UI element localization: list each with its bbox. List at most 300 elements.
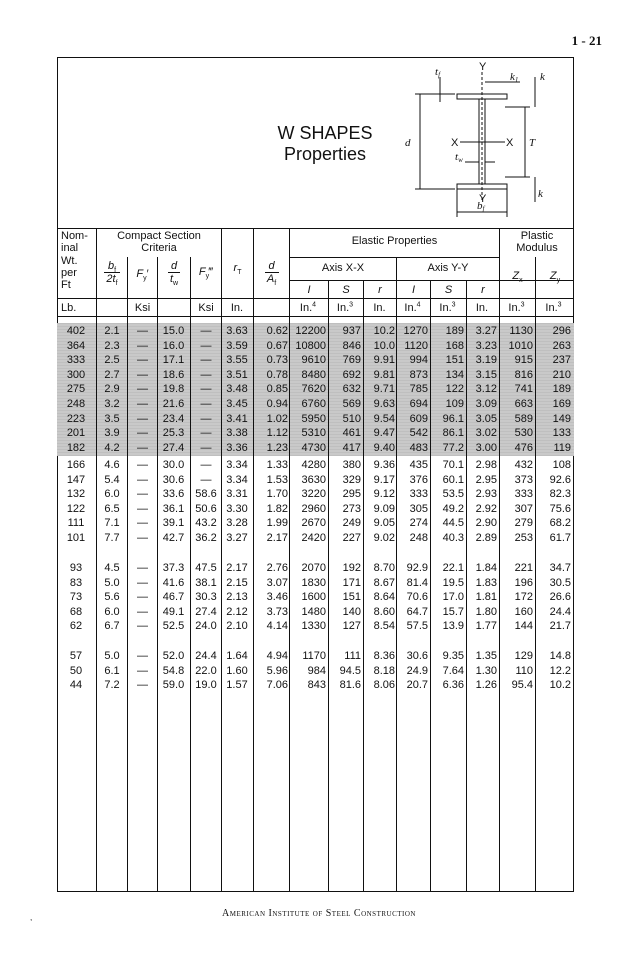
- cell-d-tw: 59.0: [162, 679, 185, 692]
- cell-fy-triple-prime: —: [200, 459, 212, 471]
- header-zy: $Z_y$: [549, 270, 561, 285]
- cell-d-tw: 17.1: [162, 354, 185, 367]
- cell-fy-prime: —: [137, 383, 148, 396]
- cell-fy-prime: —: [137, 427, 148, 440]
- cell-ix: 1170: [302, 650, 326, 662]
- header-d-tw: d $t_w$: [169, 260, 179, 288]
- cell-zx: 95.4: [511, 679, 533, 692]
- cell-iy: 785: [409, 383, 428, 396]
- cell-d-af: 0.78: [266, 368, 288, 381]
- cell-bf-2tf: 2.9: [104, 383, 120, 396]
- cell-ix: 2670: [301, 517, 326, 530]
- cell-rx: 8.70: [373, 562, 395, 574]
- cell-zy: 26.6: [549, 591, 571, 604]
- cell-ix: 2070: [301, 562, 326, 574]
- cell-d-af: 1.70: [266, 488, 288, 501]
- cell-iy: 994: [409, 354, 428, 367]
- header-zx: $Z_x$: [512, 270, 523, 285]
- cell-fy-prime: —: [137, 339, 148, 352]
- cell-rt: 3.36: [226, 441, 248, 454]
- cell-sy: 122: [445, 383, 464, 396]
- cell-fy-prime: —: [137, 325, 148, 337]
- cell-bf-2tf: 7.1: [104, 517, 120, 530]
- cell-fy-triple-prime: 27.4: [195, 605, 217, 618]
- cell-rt: 2.15: [226, 576, 248, 589]
- cell-ix: 8480: [301, 368, 326, 381]
- cell-d-af: 1.02: [266, 412, 288, 425]
- cell-ry: 2.90: [475, 517, 497, 530]
- cell-fy-triple-prime: 58.6: [195, 488, 217, 501]
- cell-rx: 8.18: [373, 664, 395, 677]
- cell-ix: 984: [307, 664, 326, 677]
- k-bottom-label: k: [538, 188, 543, 200]
- cell-ix: 5950: [301, 412, 326, 425]
- header-plastic-modulus: Plastic Modulus: [516, 230, 558, 254]
- cell-fy-prime: —: [137, 620, 148, 633]
- cell-nominal-wt: 57: [69, 650, 83, 662]
- header-sy: S: [444, 284, 453, 296]
- cell-bf-2tf: 5.6: [104, 591, 120, 604]
- cell-rx: 9.91: [373, 354, 395, 367]
- cell-fy-triple-prime: 22.0: [195, 664, 217, 677]
- cell-sy: 134: [445, 368, 464, 381]
- cell-sx: 192: [342, 562, 361, 574]
- cell-sy: 9.35: [442, 650, 464, 662]
- cell-rt: 1.60: [226, 664, 248, 677]
- unit-iy: In.$^4$: [404, 301, 421, 314]
- cell-sx: 380: [342, 459, 361, 471]
- cell-sy: 6.36: [442, 679, 464, 692]
- cell-bf-2tf: 4.6: [104, 459, 120, 471]
- cell-sy: 168: [445, 339, 464, 352]
- cell-bf-2tf: 3.9: [104, 427, 120, 440]
- cell-rt: 2.12: [226, 605, 248, 618]
- cell-rt: 3.41: [226, 412, 248, 425]
- cell-d-tw: 23.4: [162, 412, 185, 425]
- cell-sx: 769: [342, 354, 361, 367]
- cell-rx: 9.71: [373, 383, 395, 396]
- cell-d-af: 0.62: [266, 325, 288, 337]
- cell-bf-2tf: 3.2: [104, 398, 120, 410]
- unit-nominal-wt: Lb.: [61, 302, 77, 314]
- cell-sx: 569: [342, 398, 361, 410]
- cell-ix: 4730: [301, 441, 326, 454]
- cell-zx: 915: [514, 354, 533, 367]
- cell-nominal-wt: 68: [69, 605, 83, 618]
- cell-sx: 151: [342, 591, 361, 604]
- cell-rx: 8.06: [373, 679, 395, 692]
- cell-fy-prime: —: [137, 679, 148, 692]
- cell-ix: 1330: [301, 620, 326, 633]
- cell-ry: 1.80: [475, 605, 497, 618]
- cell-ry: 1.83: [475, 576, 497, 589]
- cell-nominal-wt: 111: [67, 517, 85, 530]
- cell-sx: 111: [344, 650, 361, 662]
- cell-rx: 8.67: [373, 576, 395, 589]
- unit-zy: In.$^3$: [545, 301, 562, 314]
- header-d-af: d $A_f$: [254, 260, 289, 285]
- cell-sx: 81.6: [339, 679, 361, 692]
- cell-sy: 17.0: [442, 591, 464, 604]
- cell-d-af: 0.94: [266, 398, 288, 410]
- cell-zx: 253: [514, 532, 533, 544]
- cell-d-af: 3.07: [266, 576, 288, 589]
- cell-zy: 61.7: [549, 532, 571, 544]
- cell-rt: 3.27: [226, 532, 248, 544]
- margin-mark: ,: [30, 913, 33, 922]
- cell-sy: 19.5: [442, 576, 464, 589]
- cell-zx: 373: [514, 473, 533, 486]
- cell-sx: 94.5: [339, 664, 361, 677]
- cell-nominal-wt: 402: [66, 325, 86, 337]
- cell-d-tw: 27.4: [162, 441, 185, 454]
- cell-nominal-wt: 50: [69, 664, 83, 677]
- cell-fy-prime: —: [137, 488, 148, 501]
- cell-sy: 189: [445, 325, 464, 337]
- cell-ry: 1.35: [475, 650, 497, 662]
- cell-sy: 70.1: [442, 459, 464, 471]
- y-top-label: Y: [479, 62, 487, 73]
- header-nominal: Nom- inal: [61, 230, 88, 254]
- k1-label: k1: [510, 71, 519, 84]
- cell-zx: 816: [514, 368, 533, 381]
- cell-bf-2tf: 4.2: [104, 441, 120, 454]
- cell-d-tw: 15.0: [162, 325, 185, 337]
- cell-sy: 44.5: [442, 517, 464, 530]
- header-sx: S: [342, 284, 350, 296]
- cell-ix: 5310: [301, 427, 326, 440]
- cell-fy-triple-prime: —: [200, 339, 212, 352]
- cell-iy: 305: [409, 502, 428, 515]
- unit-fy-prime: Ksi: [134, 302, 151, 314]
- cell-sx: 632: [342, 383, 361, 396]
- cell-zy: 119: [553, 441, 571, 454]
- cell-fy-prime: —: [137, 576, 148, 589]
- cell-ix: 10800: [295, 339, 326, 352]
- cell-d-tw: 33.6: [162, 488, 185, 501]
- cell-iy: 1120: [404, 339, 428, 352]
- cell-sy: 151: [445, 354, 464, 367]
- cell-bf-2tf: 7.7: [104, 532, 120, 544]
- cell-fy-prime: —: [137, 650, 148, 662]
- cell-d-tw: 42.7: [162, 532, 185, 544]
- cell-zx: 432: [514, 459, 533, 471]
- unit-ix: In.$^4$: [299, 301, 317, 314]
- cell-fy-triple-prime: 19.0: [195, 679, 217, 692]
- depth-label: d: [405, 137, 411, 149]
- title-line-1: W SHAPES: [277, 123, 373, 143]
- cell-d-af: 4.14: [266, 620, 288, 633]
- cell-d-tw: 52.5: [162, 620, 185, 633]
- cell-fy-prime: —: [137, 664, 148, 677]
- cell-rx: 9.40: [373, 441, 395, 454]
- unit-fy-triple-prime: Ksi: [198, 302, 214, 314]
- cell-iy: 20.7: [406, 679, 428, 692]
- unit-rt: In.: [230, 302, 244, 314]
- cell-fy-prime: —: [137, 502, 148, 515]
- cell-fy-triple-prime: 30.3: [195, 591, 217, 604]
- cell-zx: 476: [514, 441, 533, 454]
- cell-iy: 274: [409, 517, 428, 530]
- cell-zx: 196: [514, 576, 533, 589]
- unit-ry: In.: [475, 302, 489, 314]
- header-axis-yy: Axis Y-Y: [427, 262, 469, 274]
- cell-sy: 49.2: [442, 502, 464, 515]
- cell-ix: 9610: [301, 354, 326, 367]
- cell-ry: 3.02: [475, 427, 497, 440]
- cell-zy: 82.3: [549, 488, 571, 501]
- cell-zx: 110: [515, 664, 533, 677]
- cell-rx: 10.2: [373, 325, 395, 337]
- cell-ix: 12200: [295, 325, 326, 337]
- cell-bf-2tf: 5.0: [104, 576, 120, 589]
- cell-sy: 15.7: [442, 605, 464, 618]
- cell-zx: 279: [514, 517, 533, 530]
- cell-ix: 1830: [301, 576, 326, 589]
- cell-rx: 8.54: [373, 620, 395, 633]
- cell-nominal-wt: 132: [66, 488, 86, 501]
- tf-label: tf: [435, 66, 441, 79]
- unit-rx: In.: [373, 302, 386, 314]
- cell-d-tw: 30.6: [162, 473, 185, 486]
- cell-rx: 10.0: [373, 339, 395, 352]
- cell-zx: 307: [514, 502, 533, 515]
- cell-sx: 329: [342, 473, 361, 486]
- cell-zy: 237: [552, 354, 571, 367]
- cell-ix: 2960: [301, 502, 326, 515]
- cell-bf-2tf: 2.1: [104, 325, 120, 337]
- cell-bf-2tf: 2.7: [104, 368, 120, 381]
- cell-nominal-wt: 44: [69, 679, 83, 692]
- cell-bf-2tf: 6.0: [104, 488, 120, 501]
- cell-fy-triple-prime: 36.2: [195, 532, 217, 544]
- cell-d-af: 1.12: [266, 427, 288, 440]
- cell-zy: 210: [552, 368, 571, 381]
- cell-sx: 692: [342, 368, 361, 381]
- cell-rx: 9.63: [373, 398, 395, 410]
- cell-nominal-wt: 300: [66, 368, 86, 381]
- cell-fy-prime: —: [137, 562, 148, 574]
- cell-nominal-wt: 93: [69, 562, 83, 574]
- cell-ry: 3.00: [475, 441, 497, 454]
- cell-nominal-wt: 166: [66, 459, 86, 471]
- cell-nominal-wt: 147: [66, 473, 86, 486]
- cell-iy: 694: [409, 398, 428, 410]
- cell-nominal-wt: 73: [69, 591, 83, 604]
- cell-iy: 70.6: [406, 591, 428, 604]
- cell-rx: 9.09: [373, 502, 395, 515]
- cell-fy-triple-prime: —: [200, 368, 212, 381]
- cell-iy: 542: [409, 427, 428, 440]
- cell-sx: 140: [342, 605, 361, 618]
- cell-zx: 144: [514, 620, 533, 633]
- cell-rx: 9.12: [373, 488, 395, 501]
- cell-sy: 53.5: [442, 488, 464, 501]
- cell-sy: 13.9: [442, 620, 464, 633]
- cell-ry: 1.26: [475, 679, 497, 692]
- cell-ry: 3.27: [475, 325, 497, 337]
- cell-d-af: 0.73: [266, 354, 288, 367]
- cell-zy: 34.7: [549, 562, 571, 574]
- cell-sy: 77.2: [442, 441, 464, 454]
- cell-rx: 9.05: [373, 517, 395, 530]
- cell-nominal-wt: 101: [66, 532, 86, 544]
- cell-ry: 1.30: [475, 664, 497, 677]
- cell-rx: 8.36: [373, 650, 395, 662]
- cell-zx: 172: [514, 591, 533, 604]
- cell-rt: 3.30: [226, 502, 248, 515]
- cell-fy-triple-prime: —: [200, 441, 212, 454]
- cell-ry: 2.93: [475, 488, 497, 501]
- cell-fy-prime: —: [137, 368, 148, 381]
- cell-rt: 3.55: [226, 354, 248, 367]
- cell-zx: 741: [514, 383, 533, 396]
- x-left-label: X: [451, 137, 459, 149]
- cell-ry: 3.12: [475, 383, 497, 396]
- cell-d-af: 0.85: [266, 383, 288, 396]
- cell-sy: 60.1: [442, 473, 464, 486]
- cell-zy: 30.5: [549, 576, 571, 589]
- cell-bf-2tf: 6.0: [104, 605, 120, 618]
- cell-d-af: 4.94: [266, 650, 288, 662]
- cell-fy-triple-prime: —: [200, 383, 212, 396]
- cell-sx: 510: [342, 412, 361, 425]
- cell-rt: 3.34: [226, 459, 248, 471]
- unit-zx: In.$^3$: [508, 301, 525, 314]
- cell-iy: 24.9: [406, 664, 428, 677]
- cell-d-tw: 39.1: [162, 517, 185, 530]
- cell-fy-triple-prime: —: [200, 325, 212, 337]
- cell-ix: 6760: [301, 398, 326, 410]
- cell-rx: 8.60: [373, 605, 395, 618]
- header-ix: I: [307, 284, 311, 296]
- cell-d-tw: 30.0: [162, 459, 185, 471]
- cell-sy: 7.64: [442, 664, 464, 677]
- cell-fy-prime: —: [137, 441, 148, 454]
- cell-ry: 1.84: [475, 562, 497, 574]
- header-axis-xx: Axis X-X: [321, 262, 365, 274]
- cell-rt: 3.48: [226, 383, 248, 396]
- cell-d-tw: 25.3: [162, 427, 185, 440]
- cell-ix: 4280: [301, 459, 326, 471]
- cell-sx: 171: [342, 576, 361, 589]
- cell-zx: 333: [514, 488, 533, 501]
- cell-rt: 3.31: [226, 488, 248, 501]
- cell-iy: 30.6: [406, 650, 428, 662]
- cell-fy-triple-prime: —: [200, 412, 212, 425]
- cell-fy-triple-prime: —: [200, 427, 212, 440]
- cell-sx: 273: [342, 502, 361, 515]
- header-rt: $r_T$: [233, 262, 242, 277]
- table-top-rule: [57, 228, 574, 229]
- cell-nominal-wt: 223: [66, 412, 86, 425]
- cell-ix: 1600: [301, 591, 326, 604]
- cell-ry: 2.98: [475, 459, 497, 471]
- cell-bf-2tf: 7.2: [104, 679, 120, 692]
- cell-zy: 68.2: [549, 517, 571, 530]
- cell-zy: 108: [552, 459, 571, 471]
- cell-d-af: 1.33: [266, 459, 288, 471]
- cell-zx: 663: [514, 398, 533, 410]
- cell-bf-2tf: 6.1: [104, 664, 120, 677]
- cell-d-af: 3.73: [266, 605, 288, 618]
- cell-iy: 92.9: [406, 562, 428, 574]
- cell-ix: 3220: [301, 488, 326, 501]
- header-iy: I: [411, 284, 416, 296]
- cell-iy: 57.5: [406, 620, 428, 633]
- cell-fy-triple-prime: 43.2: [195, 517, 217, 530]
- cell-sx: 249: [342, 517, 361, 530]
- cell-zx: 160: [514, 605, 533, 618]
- cell-ry: 3.05: [475, 412, 497, 425]
- cell-nominal-wt: 248: [66, 398, 86, 410]
- cell-ry: 1.77: [475, 620, 497, 633]
- cell-d-tw: 18.6: [162, 368, 185, 381]
- cell-ry: 3.23: [475, 339, 497, 352]
- cell-d-tw: 41.6: [162, 576, 185, 589]
- cell-zy: 75.6: [549, 502, 571, 515]
- cell-rt: 2.10: [226, 620, 248, 633]
- cell-rt: 3.34: [226, 473, 248, 486]
- cell-zx: 589: [514, 412, 533, 425]
- cell-rt: 3.59: [226, 339, 248, 352]
- x-right-label: X: [506, 137, 514, 149]
- cell-rt: 3.63: [226, 325, 248, 337]
- cell-nominal-wt: 333: [66, 354, 86, 367]
- cell-ix: 1480: [301, 605, 326, 618]
- y-bottom-label: Y: [479, 193, 487, 205]
- page-number: 1 - 21: [571, 33, 602, 48]
- cell-rt: 3.38: [226, 427, 248, 440]
- cell-fy-triple-prime: —: [200, 398, 212, 410]
- cell-zx: 1130: [509, 325, 533, 337]
- cell-fy-prime: —: [137, 532, 148, 544]
- unit-sx: In.$^3$: [336, 301, 354, 314]
- cell-fy-prime: —: [137, 473, 148, 486]
- cell-bf-2tf: 6.7: [104, 620, 120, 633]
- cell-sy: 40.3: [442, 532, 464, 544]
- cell-nominal-wt: 122: [66, 502, 86, 515]
- cell-ry: 2.92: [475, 502, 497, 515]
- header-ry: r: [481, 284, 485, 296]
- cell-ry: 1.81: [475, 591, 497, 604]
- cell-ix: 7620: [301, 383, 326, 396]
- cell-sx: 417: [342, 441, 361, 454]
- cell-nominal-wt: 62: [69, 620, 83, 633]
- cell-bf-2tf: 4.5: [104, 562, 120, 574]
- cell-d-tw: 46.7: [162, 591, 185, 604]
- cell-fy-triple-prime: —: [200, 354, 212, 367]
- cell-bf-2tf: 6.5: [104, 502, 120, 515]
- cell-sy: 109: [445, 398, 464, 410]
- cell-bf-2tf: 2.3: [104, 339, 120, 352]
- cell-rt: 3.28: [226, 517, 248, 530]
- cell-d-tw: 21.6: [162, 398, 185, 410]
- cell-d-tw: 49.1: [162, 605, 185, 618]
- header-rx: r: [378, 284, 382, 296]
- cell-sy: 86.1: [442, 427, 464, 440]
- cell-iy: 873: [409, 368, 428, 381]
- cell-rx: 9.17: [373, 473, 395, 486]
- cell-d-af: 5.96: [266, 664, 288, 677]
- cell-d-af: 1.82: [266, 502, 288, 515]
- cell-sx: 846: [342, 339, 361, 352]
- w-shape-diagram: [395, 62, 570, 222]
- cell-d-af: 1.53: [266, 473, 288, 486]
- cell-d-tw: 16.0: [162, 339, 185, 352]
- cell-rx: 9.02: [373, 532, 395, 544]
- cell-fy-triple-prime: 50.6: [195, 502, 217, 515]
